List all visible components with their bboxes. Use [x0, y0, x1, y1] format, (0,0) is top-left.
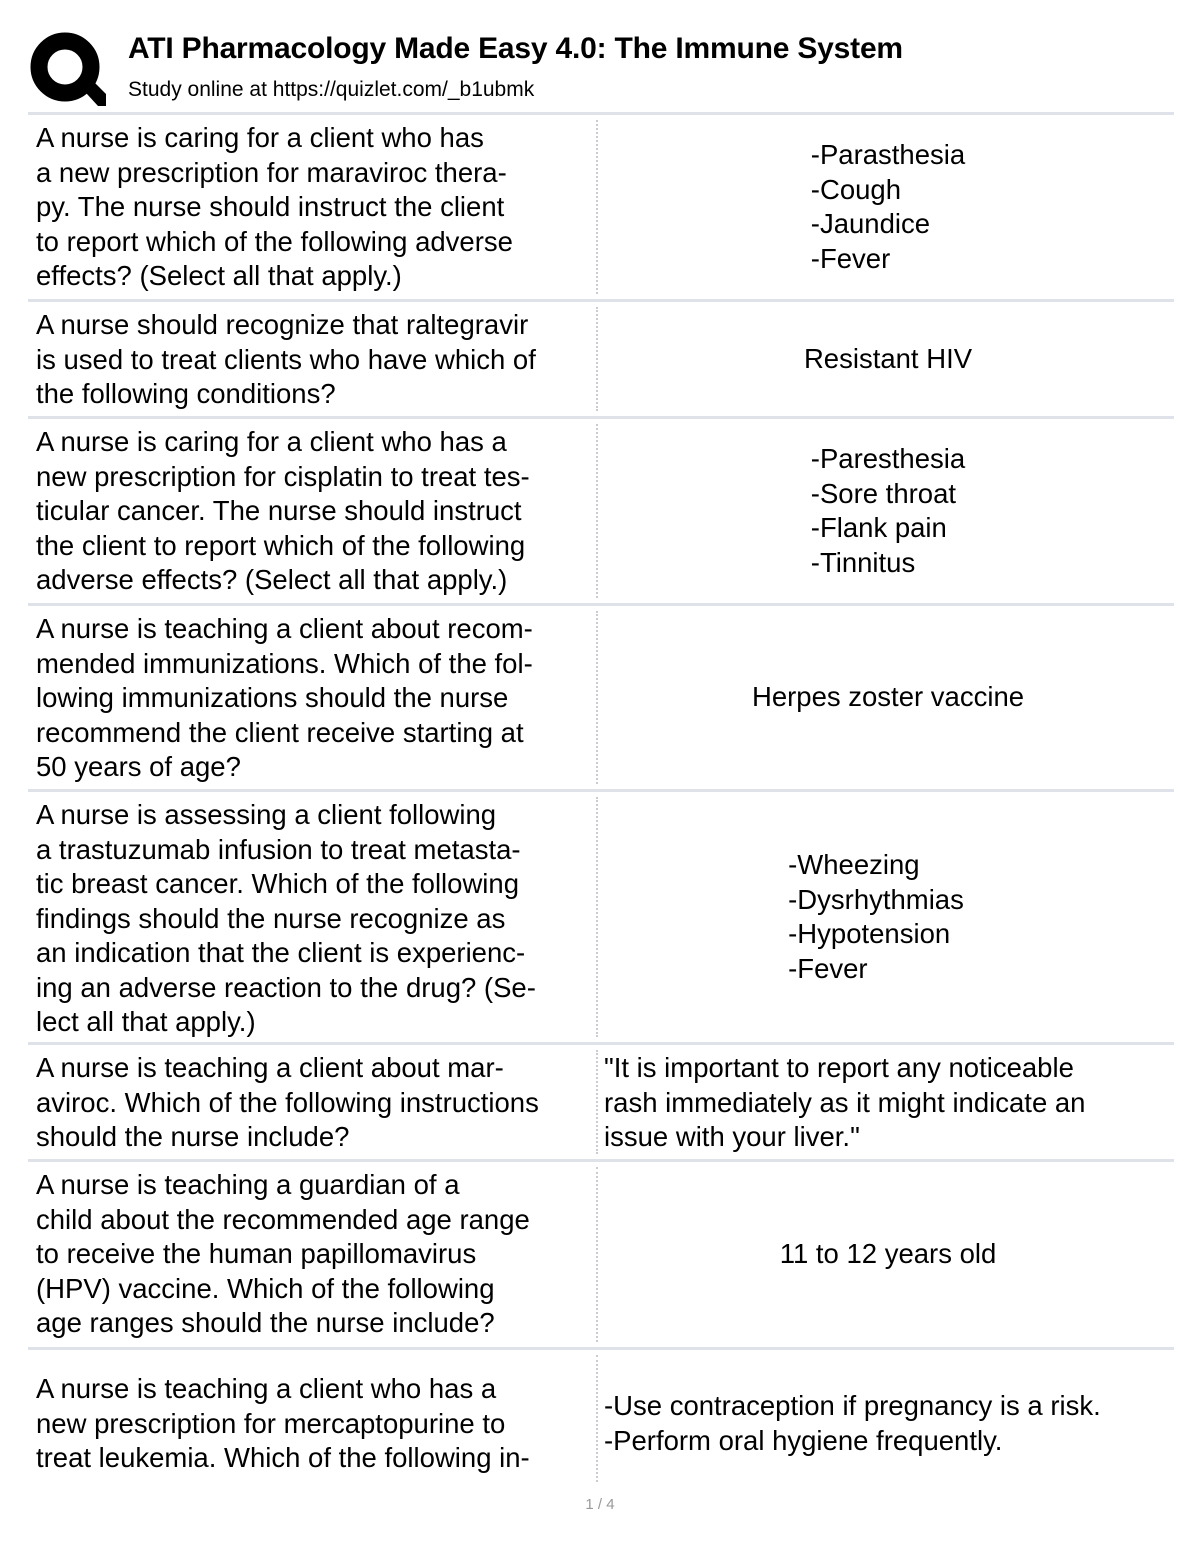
- page-title: ATI Pharmacology Made Easy 4.0: The Immune System: [128, 32, 903, 65]
- card-answer: Resistant HIV: [803, 342, 973, 374]
- flashcard: [28, 416, 1174, 603]
- card-question: A nurse is teaching a client about recom- mended immunizations. Which of the fol- lowing immunizations should the nurse recommend the client receive starting at 50 years of age?: [36, 613, 533, 782]
- card-divider: [596, 1050, 598, 1154]
- flashcard-list: [28, 112, 1174, 1487]
- card-question: A nurse is assessing a client following a trastuzumab infusion to treat metasta- tic breast cancer. Which of the following findings should the nurse recognize as an indication that the client is experienc- ing an adverse reaction to the drug? (Se- lect all that apply.): [36, 799, 536, 1037]
- card-answer: "It is important to report any noticeable rash immediately as it might indicate an issue with your liver.": [604, 1052, 1086, 1152]
- flashcard: [28, 1347, 1174, 1487]
- quizlet-logo-icon: [28, 30, 106, 108]
- flashcard: [28, 112, 1174, 299]
- page-indicator: 1 / 4: [585, 1496, 615, 1513]
- card-answer: -Use contraception if pregnancy is a risk. -Perform oral hygiene frequently.: [604, 1390, 1101, 1456]
- card-divider: [596, 797, 598, 1037]
- card-question: A nurse is teaching a client who has a new prescription for mercaptopurine to treat leukemia. Which of the following in-: [36, 1373, 530, 1473]
- card-answer: Herpes zoster vaccine: [751, 681, 1025, 713]
- card-question: A nurse is caring for a client who has a new prescription for maraviroc thera- py. The nurse should instruct the client to report which of the following adverse effects? (Select all that apply.): [36, 122, 513, 291]
- card-divider: [596, 611, 598, 784]
- flashcard: [28, 1042, 1174, 1159]
- card-question: A nurse is teaching a guardian of a child about the recommended age range to receive the human papillomavirus (HPV) vaccine. Which of the following age ranges should the nurse include?: [36, 1169, 530, 1338]
- page-header: [28, 26, 1174, 110]
- flashcard: [28, 299, 1174, 416]
- card-question: A nurse is caring for a client who has a new prescription for cisplatin to treat tes- ticular cancer. The nurse should instruct the client to report which of the following adverse effects? (Select all that apply.): [36, 426, 530, 595]
- card-question: A nurse should recognize that raltegravir is used to treat clients who have which of the following conditions?: [36, 309, 536, 409]
- flashcard: [28, 789, 1174, 1042]
- card-answer: 11 to 12 years old: [779, 1238, 997, 1270]
- study-link-text: Study online at https://quizlet.com/_b1ubmk: [128, 78, 535, 101]
- card-divider: [596, 307, 598, 411]
- card-question: A nurse is teaching a client about mar- aviroc. Which of the following instructions should the nurse include?: [36, 1052, 539, 1152]
- card-divider: [596, 424, 598, 598]
- card-divider: [596, 1355, 598, 1482]
- card-divider: [596, 1167, 598, 1342]
- card-divider: [596, 120, 598, 294]
- card-answer: -Paresthesia -Sore throat -Flank pain -Tinnitus: [810, 443, 966, 578]
- flashcard: [28, 603, 1174, 789]
- flashcard: [28, 1159, 1174, 1347]
- card-answer: -Wheezing -Dysrhythmias -Hypotension -Fever: [788, 849, 964, 984]
- card-answer: -Parasthesia -Cough -Jaundice -Fever: [810, 139, 966, 274]
